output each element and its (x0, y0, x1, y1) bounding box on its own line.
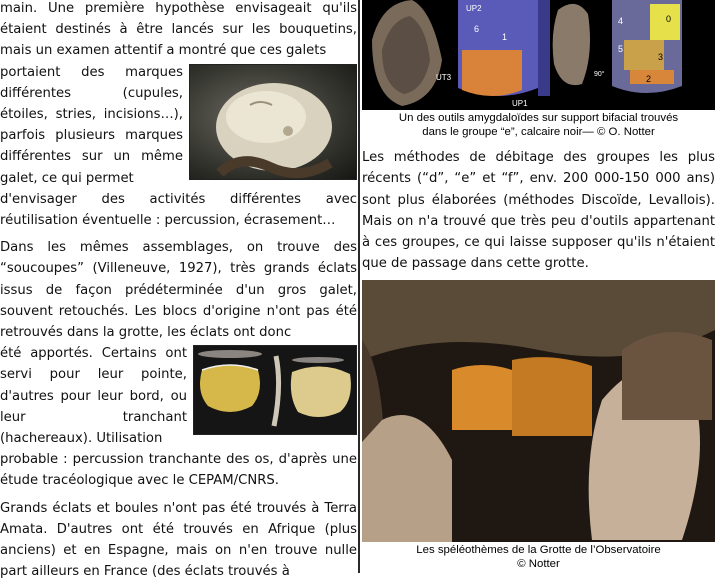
label-4: 4 (618, 16, 624, 26)
paragraph-2-top: Dans les mêmes assemblages, on trouve des “soucoupes” (Villeneuve, 1927), très grands éclats issus de façon prédéterminée d'un gros galet, souvent retouchés. Les blocs d'origine n'ont pas été retrouvés dans la grotte, les éclats ont donc (0, 240, 357, 341)
label-1: 1 (502, 32, 508, 42)
tool-photo (362, 0, 715, 110)
label-ut3: UT3 (436, 73, 452, 82)
label-0: 0 (666, 14, 672, 24)
paragraph-4: Les méthodes de débitage des groupes les plus récents (“d”, “e” et “f”, env. 200 000-150 000 ans) sont plus élaborées (méthodes Discoïde, Levallois). Mais on n'a trouvé que très peu d'outils appartenant à ces groupes, ce qui laisse supposer qu'ils n'étaient que de passage dans cette grotte. (362, 150, 715, 272)
label-2: 2 (646, 74, 652, 84)
pebble-drawing (190, 65, 357, 180)
tool-caption-line-1: Un des outils amygdaloïdes sur support bifacial trouvés (398, 112, 679, 124)
paragraph-1-top: main. Une première hypothèse envisageait qu'ils étaient destinés à être lancés sur les bouquetins, mais un examen attentif a montré que ces galets (0, 1, 357, 59)
cave-caption-line-1: Les spéléothèmes de la Grotte de l’Observatoire (416, 544, 661, 557)
tool-caption-line-2: dans le groupe “e”, calcaire noir— © O. Notter (422, 125, 655, 138)
paragraph-1-bottom: d'envisager des activités différentes avec réutilisation éventuelle : percussion, écrasement… (0, 191, 357, 229)
label-5: 5 (618, 44, 624, 54)
cave-caption-line-2: © Notter (517, 558, 560, 570)
label-3: 3 (658, 52, 664, 62)
paragraph-2-wrap: été apportés. Certains ont servi pour leur pointe, d'autres pour leur bord, ou leur tranchant (hachereaux). Utilisation (0, 346, 187, 447)
label-90: 90° (594, 71, 605, 78)
tool-caption (362, 112, 715, 139)
column-divider (358, 0, 360, 573)
label-up2: UP2 (466, 4, 482, 13)
cave-caption (362, 544, 715, 571)
pebble-photo (189, 64, 357, 180)
paragraph-1-wrap: portaient des marques différentes (cupules, étoiles, stries, incisions…), parfois plusieurs marques différentes sur un même galet, ce qui permet (0, 64, 183, 186)
left-column (0, 0, 357, 582)
cave-photo (362, 280, 715, 542)
paragraph-3: Grands éclats et boules n'ont pas été trouvés à Terra Amata. D'autres ont été trouvés en Afrique (plus anciens) et en Espagne, mais on n'en trouve nulle part ailleurs en France (des éclats trouvés à (0, 500, 357, 580)
cave-drawing (362, 280, 715, 542)
right-column (362, 0, 715, 572)
flakes-photo (193, 345, 357, 435)
flakes-drawing (194, 346, 357, 435)
label-6: 6 (474, 24, 480, 34)
paragraph-2-bottom: probable : percussion tranchante des os, d'après une étude tracéologique avec le CEPAM/CNRS. (0, 452, 357, 489)
label-up1: UP1 (512, 99, 528, 108)
tool-drawing (362, 0, 715, 110)
